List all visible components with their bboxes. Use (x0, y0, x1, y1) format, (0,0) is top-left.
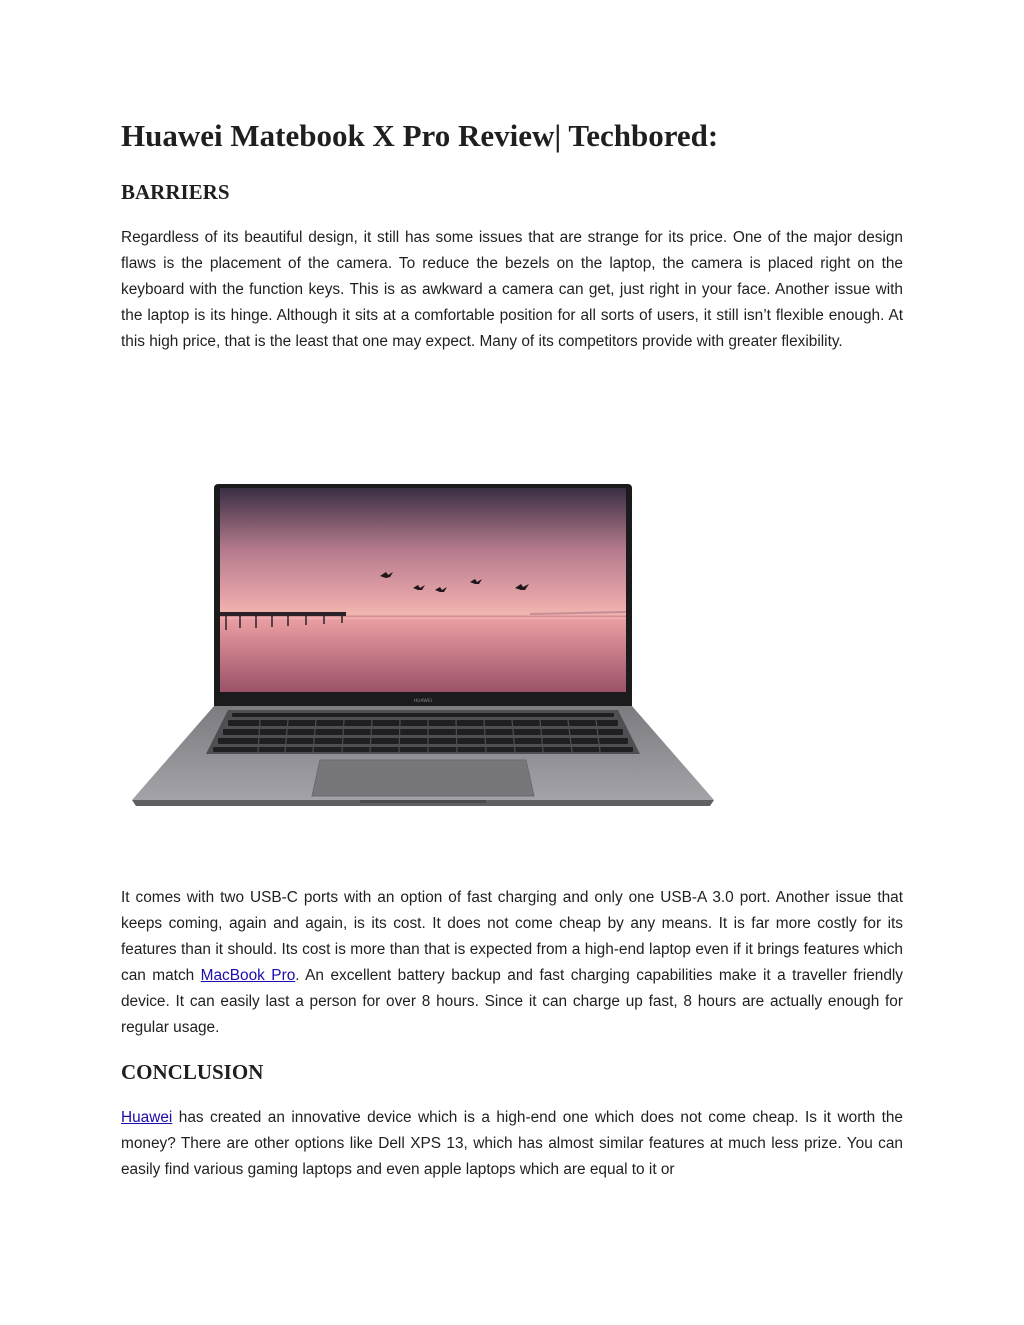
laptop-image (130, 478, 716, 814)
page-title: Huawei Matebook X Pro Review| Techbored: (121, 118, 719, 153)
macbook-pro-link[interactable]: MacBook Pro (200, 966, 296, 984)
barriers-heading: BARRIERS (121, 180, 230, 204)
ports-text-start: It comes with two USB-C ports with an option of fast charging and only one USB-A 3.0 port. Another issue that keeps coming, again and again, is its cost. It does not come cheap by any means. It is far more costly for its features than it should. Its cost is more than that is expected from a high-end laptop even if it brings features which can match (121, 889, 903, 984)
conclusion-text: has created an innovative device which is a high-end one which does not come cheap. Is it worth the money? There are other options like Dell XPS 13, which has almost similar features at much less prize. You can easily find various gaming laptops and even apple laptops which are equal to it or (121, 1109, 903, 1178)
pier (220, 612, 346, 616)
conclusion-paragraph (121, 1105, 903, 1183)
screen-water (220, 618, 626, 692)
barriers-paragraph: Regardless of its beautiful design, it still has some issues that are strange for its price. One of the major design flaws is the placement of the camera. To reduce the bezels on the laptop, the camera is placed right on the keyboard with the function keys. This is as awkward a camera can get, just right in your face. Another issue with the laptop is its hinge. Although it sits at a comfortable position for all sorts of users, it still isn’t flexible enough. At this high price, that is the least that one may expect. Many of its competitors provide with greater flexibility. (121, 229, 903, 350)
huawei-logo: HUAWEI (413, 699, 433, 704)
laptop-illustration (130, 478, 716, 814)
trackpad (312, 760, 534, 796)
ports-paragraph (121, 885, 903, 1040)
ports-text-end: . An excellent battery backup and fast charging capabilities make it a traveller friendly device. It can easily last a person for over 8 hours. Since it can charge up fast, 8 hours are actually enough for regular usage. (121, 966, 904, 1036)
huawei-link[interactable]: Huawei (121, 1109, 173, 1126)
conclusion-heading: CONCLUSION (121, 1060, 264, 1084)
